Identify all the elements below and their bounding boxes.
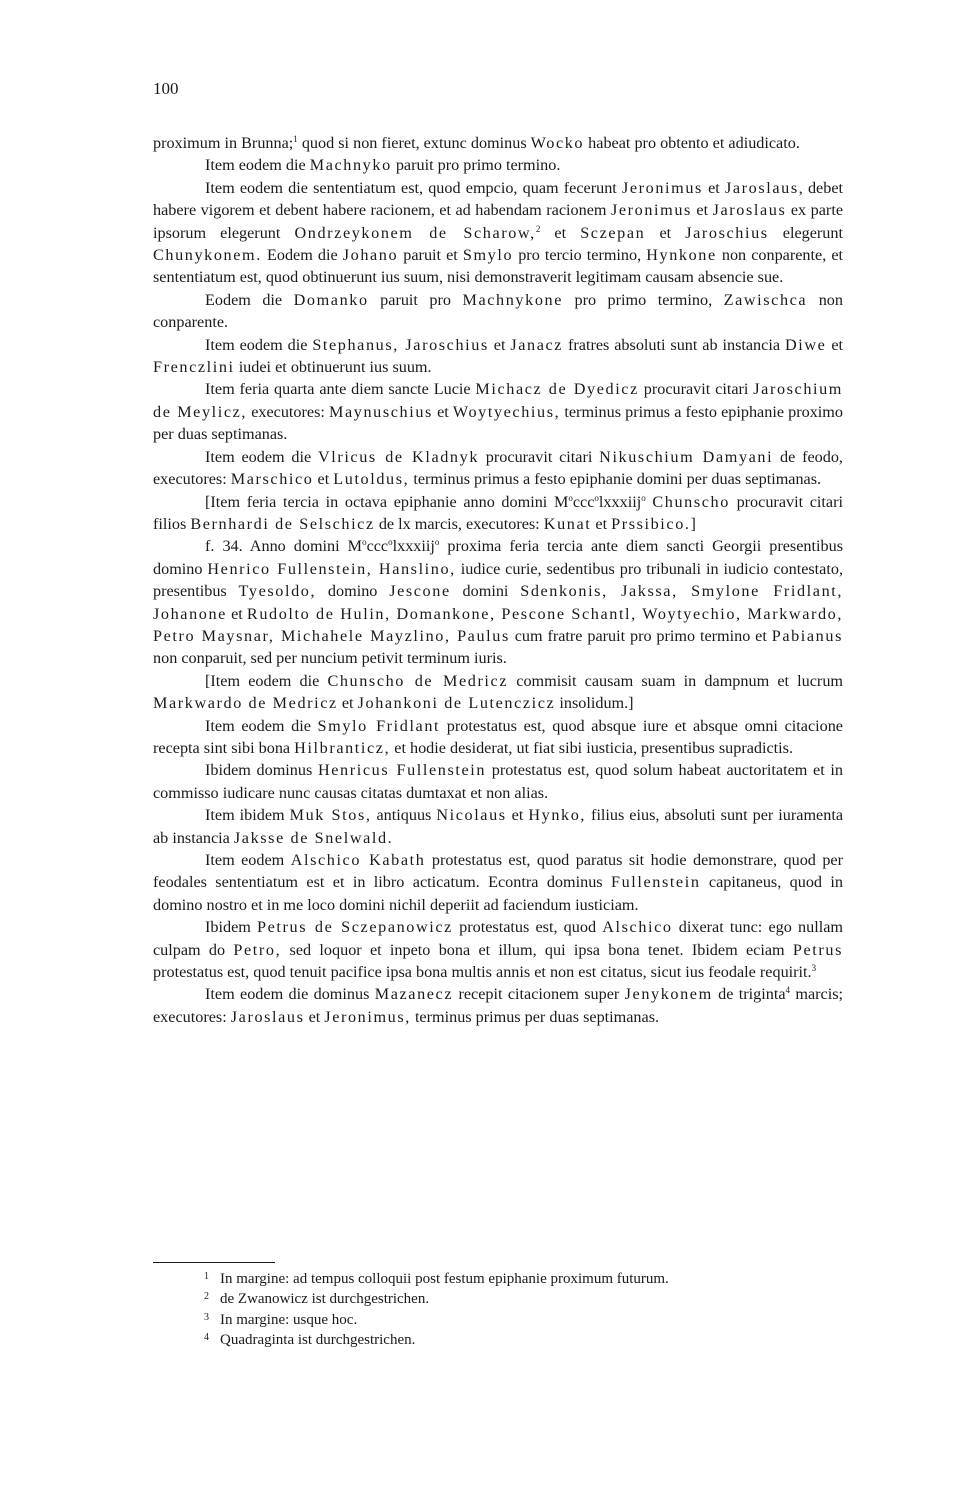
spaced-name: Jescone (389, 582, 451, 601)
text-run: et (488, 335, 511, 354)
spaced-name: Johankoni de Lutenczicz (357, 694, 556, 713)
paragraph (153, 804, 843, 849)
text-run: proximum in Brunna; (153, 134, 294, 152)
spaced-name: Henrico Fullenstein, Hanslino, (207, 559, 456, 578)
spaced-name: Jenykonem (624, 985, 713, 1004)
spaced-name: Stephanus, Jaroschius (312, 335, 489, 354)
text-run: non conparente. (153, 290, 843, 332)
spaced-name: Hilbranticz, (294, 738, 391, 757)
text-run: Eodem die (205, 290, 294, 309)
spaced-name: Janacz (510, 335, 564, 354)
spaced-name: Nikuschium Damyani (599, 447, 774, 466)
text-run: [Item feria tercia in octava epiphanie anno domini M (205, 492, 569, 511)
text-run: protestatus est, quod solum habeat auctoritatem et in commisso iudicare nunc causas citatas dumtaxat et non alias. (153, 761, 843, 802)
footnote-mark: 3 (204, 1311, 209, 1323)
footnote-text: de Zwanowicz ist durchgestrichen. (220, 1291, 430, 1308)
superscript: 1 (293, 134, 298, 144)
spaced-name: Pabianus (771, 626, 843, 645)
text-run: pro primo termino, (563, 290, 724, 309)
text-run: [Item eodem die (205, 671, 328, 690)
text-run: antiquus (371, 806, 437, 825)
text-run: iudice curie, sedentibus pro tribunali in iudicio contestato, presentibus (153, 559, 843, 601)
text-run: elegerunt (768, 223, 843, 242)
spaced-name: Petro, (233, 940, 282, 959)
spaced-name: Hynkone (646, 246, 717, 265)
text-run: Item eodem die dominus (205, 985, 375, 1004)
text-run: procuravit citari (638, 380, 754, 399)
text-run: et (432, 402, 453, 421)
spaced-name: Jaksse de Snelwald. (233, 828, 394, 847)
spaced-name: Rudolto de Hulin, Domankone, Pescone Schantl, Woytyechio, Markwardo, Petro Maysnar, Michahele Mayzlino, Paulus (153, 604, 844, 645)
text-run: sed loquor et inpeto bona et illum, qui ipsa bona tenet. Ibidem eciam (281, 940, 793, 959)
text-run: proxima feria tercia ante diem sancti Georgii presentibus domino (153, 537, 843, 578)
text-run: Ibidem dominus (205, 761, 318, 780)
text-run: et hodie desiderat, ut fiat sibi iusticia, presentibus supradictis. (390, 738, 794, 757)
paragraph (153, 378, 843, 445)
paragraph (153, 849, 843, 916)
spaced-name: Mazanecz (374, 985, 454, 1004)
text-run: terminus primus per duas septimanas. (410, 1007, 660, 1026)
spaced-name: Alschico (602, 918, 673, 937)
text-run: et (540, 223, 581, 242)
spaced-name: Machnykone (462, 290, 563, 309)
text-run: domino (316, 582, 390, 601)
text-run: Item eodem (205, 851, 291, 869)
spaced-name: Jaroslaus (724, 178, 799, 197)
paragraph (153, 334, 843, 379)
text-run: Item feria quarta ante diem sancte Lucie (205, 380, 476, 399)
page-number: 100 (153, 79, 179, 98)
spaced-name: Petrus (792, 940, 843, 959)
spaced-name: Jaroschius (685, 223, 769, 242)
text-run: Item eodem die sententiatum est, quod empcio, quam fecerunt (205, 178, 622, 197)
text-run: non conparente, et sententiatum est, quod obtinuerunt ius suum, nisi demonstraverit legitimam causam absencie sue. (153, 246, 843, 287)
spaced-name: Marschico (230, 470, 314, 489)
paragraph (153, 759, 843, 804)
text-run: Eodem die (261, 246, 343, 265)
superscript: o (568, 492, 573, 503)
spaced-name: Vlricus de Kladnyk (317, 447, 480, 466)
text-run: cum fratre paruit pro primo termino et (509, 626, 772, 645)
spaced-name: Johano (342, 246, 399, 265)
spaced-name: Jeronimus (610, 201, 692, 220)
spaced-name: Henricus Fullenstein (317, 761, 487, 780)
text-run: procuravit citari (479, 447, 600, 466)
text-run: Item ibidem (205, 806, 290, 825)
spaced-name: Frenczlini (153, 358, 235, 377)
footnote-text: Quadraginta ist durchgestrichen. (220, 1332, 416, 1349)
spaced-name: Sdenkonis, Jakssa, Smylone Fridlant, Johanone (153, 582, 844, 623)
spaced-name: Jeronimus, (324, 1007, 411, 1026)
spaced-name: Zawischca (723, 290, 808, 309)
text-run: lxxxiij (598, 492, 642, 511)
footnote-rule (153, 1262, 275, 1263)
text-run: capitaneus, quod in domino nostro et in me loco domini nichil deperiit ad faciendum iusticiam. (153, 873, 843, 914)
spaced-name: Maynuschius (329, 402, 433, 421)
spaced-name: Diwe (784, 335, 827, 354)
text-run: quod si non fieret, extunc dominus (297, 134, 531, 152)
text-run: ccc (572, 492, 595, 511)
text-run: insolidum.] (555, 694, 634, 713)
spaced-name: Woytyechius, (452, 402, 561, 421)
text-run: iudei et obtinuerunt ius suum. (234, 358, 432, 377)
spaced-name: Domanko (293, 290, 369, 309)
paragraph (153, 289, 843, 334)
paragraph (153, 535, 843, 669)
footnote-mark: 2 (204, 1291, 209, 1303)
spaced-name: Chunscho de Medricz (327, 671, 509, 690)
superscript: 2 (535, 223, 541, 234)
spaced-name: Kunat (543, 514, 592, 533)
text-run: et (506, 806, 529, 825)
text-run: , debet habere vigorem et debent habere racionem, et ad habendam racionem (153, 178, 843, 220)
spaced-name: Muk Stos, (289, 806, 372, 825)
spaced-name: Sczepan (580, 223, 646, 242)
text-run: ccc (366, 537, 389, 556)
spaced-name: Smylo Fridlant (317, 716, 441, 735)
text-run: non conparuit, sed per nuncium petivit terminum iuris. (153, 649, 507, 668)
text-run: commisit causam suam in dampnum et lucrum (508, 671, 844, 690)
text-run: marcis; executores: (153, 985, 844, 1026)
text-run: protestatus est, quod absque iure et absque omni citacione recepta sint sibi bona (153, 716, 843, 757)
text-run: Item eodem die (205, 716, 318, 735)
text-run: filius eius, absoluti sunt per iuramenta ab instancia (153, 806, 844, 847)
text-run: fratres absoluti sunt ab instancia (563, 335, 785, 354)
footnote-mark: 1 (204, 1271, 209, 1282)
footnote-text: In margine: usque hoc. (220, 1311, 358, 1328)
text-run: protestatus est, quod tenuit pacifice ipsa bona multis annis et non est citatus, sicut ius feodale requirit. (153, 963, 812, 982)
footnote (204, 1268, 844, 1288)
text-run: paruit pro (368, 290, 463, 309)
paragraph (153, 132, 843, 154)
spaced-name: Smylo (462, 246, 514, 265)
superscript: o (362, 537, 367, 548)
spaced-name: Chunscho (652, 492, 730, 511)
text-run: de triginta (712, 985, 786, 1004)
text-run: protestatus est, quod paratus sit hodie demonstrare, quod per feodales sententiatum est et in libro acticatum. Econtra dominus (153, 851, 843, 892)
footnotes (204, 1268, 844, 1350)
text-run: de feodo, executores: (153, 447, 843, 489)
spaced-name: Jaroschium de Meylicz, (153, 380, 843, 421)
spaced-name: Markwardo de Medricz (153, 694, 338, 713)
text-run: et (702, 178, 725, 197)
text-run: pro tercio termino, (513, 246, 647, 265)
text-run: executores: (247, 402, 330, 421)
paragraph (153, 154, 843, 176)
paragraph (153, 177, 843, 289)
text-run: et (691, 201, 713, 220)
text-run: recepit citacionem super (453, 985, 625, 1004)
text-run: domini (450, 582, 521, 601)
text-run: paruit et (398, 246, 463, 265)
text-run: et (826, 335, 843, 354)
spaced-name: Fullenstein (610, 873, 701, 892)
text-run: lxxxiij (392, 537, 435, 556)
text-run: Item eodem die (205, 447, 318, 466)
footnote (204, 1329, 844, 1349)
superscript: 3 (811, 963, 817, 974)
text-run: et (304, 1007, 325, 1026)
text-run: et (591, 514, 612, 533)
text-run: de lx marcis, executores: (374, 514, 544, 533)
spaced-name: Ondrzeykonem de Scharow, (294, 223, 536, 242)
footnote (204, 1288, 844, 1308)
superscript: o (388, 537, 393, 548)
text-run: procuravit citari filios (153, 492, 844, 533)
paragraph (153, 916, 843, 983)
superscript: 4 (785, 985, 791, 996)
text-run: protestatus est, quod (452, 918, 603, 937)
superscript: o (594, 492, 599, 503)
text-run: Item eodem die (205, 335, 313, 354)
text-run: et (226, 604, 247, 623)
footnote-mark: 4 (204, 1332, 209, 1344)
text-run: ex parte ipsorum elegerunt (153, 201, 843, 242)
spaced-name: Jaroslaus (230, 1007, 305, 1026)
spaced-name: Tyesoldo, (238, 582, 317, 601)
text-run: habeat pro obtento et adiudicato. (584, 134, 800, 152)
text-run: et (645, 223, 686, 242)
paragraph (153, 983, 843, 1028)
text-run: et (337, 694, 358, 713)
spaced-name: Michacz de Dyedicz (475, 380, 639, 399)
spaced-name: Machnyko (309, 156, 392, 175)
text-run: Ibidem (205, 918, 258, 937)
spaced-name: Petrus de Sczepanowicz (257, 918, 453, 937)
text-run: Item eodem die (205, 156, 310, 175)
footnote-text: In margine: ad tempus colloquii post festum epiphanie proximum futurum. (220, 1271, 669, 1287)
superscript: o (434, 537, 440, 548)
paragraph (153, 491, 843, 536)
text-run: dixerat tunc: ego nullam culpam do (153, 918, 843, 959)
superscript: o (641, 492, 646, 503)
body-text (153, 132, 843, 1028)
text-run: terminus primus a festo epiphanie domini per duas septimanas. (409, 470, 822, 489)
spaced-name: Chunykonem. (153, 246, 262, 265)
spaced-name: Bernhardi de Selschicz (190, 514, 375, 533)
spaced-name: Nicolaus (436, 806, 507, 825)
paragraph (153, 670, 843, 715)
spaced-name: Alschico Kabath (290, 851, 426, 869)
paragraph (153, 446, 843, 491)
footnote (204, 1309, 844, 1329)
spaced-name: Lutoldus, (333, 470, 410, 489)
spaced-name: Jaroslaus (712, 201, 787, 220)
text-run: et (313, 470, 334, 489)
text-run: paruit pro primo termino. (391, 156, 561, 175)
text-run: terminus primus a festo epiphanie proximo per duas septimanas. (153, 402, 843, 444)
text-run: f. 34. Anno domini M (205, 537, 363, 556)
spaced-name: Prssibico.] (611, 514, 698, 533)
spaced-name: Jeronimus (621, 178, 703, 197)
paragraph (153, 715, 843, 760)
spaced-name: Wocko (530, 134, 585, 152)
spaced-name: Hynko, (528, 806, 587, 825)
